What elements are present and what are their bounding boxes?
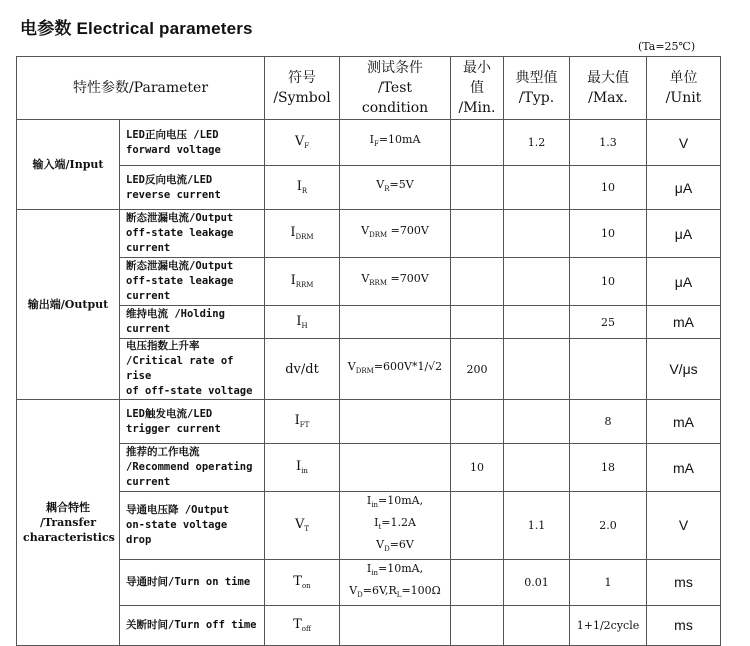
symbol-main: V	[294, 134, 305, 150]
symbol-main: T	[293, 573, 302, 589]
group-label-line: /Transfer	[39, 515, 97, 529]
parameter-line: 导通时间/Turn on time	[126, 575, 251, 588]
parameter-cell	[120, 492, 265, 560]
table-row	[17, 559, 721, 605]
condition-subscript: RRM	[369, 279, 387, 288]
max-value: 1+1/2cycle	[570, 605, 647, 645]
typ-value: 1.1	[504, 492, 570, 560]
test-condition-cell	[340, 444, 451, 492]
condition-value: =6V,R	[362, 584, 397, 598]
typ-value	[504, 605, 570, 645]
min-value: 10	[451, 444, 504, 492]
condition-symbol: V	[347, 359, 356, 373]
condition-subscript: DRM	[355, 367, 374, 376]
min-value	[451, 492, 504, 560]
typ-value: 0.01	[504, 559, 570, 605]
test-condition-cell	[340, 400, 451, 444]
symbol-subscript: on	[301, 582, 311, 591]
condition-value: =10mA	[378, 133, 421, 147]
parameter-cell	[120, 444, 265, 492]
symbol-cell	[265, 258, 340, 306]
table-row	[17, 492, 721, 560]
temperature-condition: (Ta=25℃)	[638, 40, 696, 53]
unit-cell: mA	[647, 400, 721, 444]
parameter-line: 导通电压降 /Output	[126, 503, 230, 516]
symbol-main: I	[290, 225, 296, 241]
condition-symbol: V	[376, 178, 385, 192]
symbol-main: dv/dt	[285, 361, 319, 377]
condition-symbol: V	[349, 584, 358, 598]
unit-cell: ms	[647, 559, 721, 605]
max-value: 10	[570, 210, 647, 258]
symbol-subscript: T	[304, 525, 310, 534]
condition-subscript: DRM	[369, 231, 388, 240]
parameter-line: trigger current	[126, 422, 221, 435]
unit-cell: V	[647, 492, 721, 560]
condition-symbol: V	[361, 272, 370, 286]
parameter-cell	[120, 258, 265, 306]
table-header-row	[17, 57, 721, 120]
electrical-parameters-table	[16, 56, 721, 646]
condition-value: =6V	[389, 538, 414, 552]
unit-cell: μA	[647, 210, 721, 258]
symbol-subscript: DRM	[295, 233, 314, 242]
min-value	[451, 258, 504, 306]
page-title: 电参数 Electrical parameters	[20, 19, 253, 38]
condition-subscript: R	[384, 185, 390, 194]
min-value	[451, 605, 504, 645]
condition-subscript: D	[357, 591, 363, 600]
symbol-main: T	[293, 616, 302, 632]
header-symbol: 符号 /Symbol	[265, 57, 340, 120]
condition-value: =10mA,	[378, 561, 424, 575]
parameter-cell	[120, 339, 265, 400]
test-condition-cell	[340, 492, 451, 560]
symbol-main: I	[290, 273, 296, 289]
max-value: 8	[570, 400, 647, 444]
unit-cell: μA	[647, 166, 721, 210]
condition-value: =5V	[389, 178, 414, 192]
header-max: 最大值 /Max.	[570, 57, 647, 120]
symbol-cell	[265, 492, 340, 560]
symbol-main: V	[294, 517, 305, 533]
max-value: 1	[570, 559, 647, 605]
parameter-line: current	[126, 323, 171, 335]
parameter-cell	[120, 605, 265, 645]
parameter-line: LED触发电流/LED	[126, 407, 213, 420]
header-test-condition: 测试条件 /Test condition	[340, 57, 451, 120]
test-condition-cell	[340, 210, 451, 258]
test-condition-cell	[340, 258, 451, 306]
condition-symbol: I	[369, 133, 374, 147]
parameter-line: off-state leakage	[126, 275, 234, 287]
header-typ: 典型值 /Typ.	[504, 57, 570, 120]
parameter-line: off-state leakage	[126, 227, 234, 239]
parameter-line: forward voltage	[126, 143, 221, 156]
symbol-cell	[265, 210, 340, 258]
min-value	[451, 210, 504, 258]
min-value	[451, 120, 504, 166]
symbol-cell	[265, 605, 340, 645]
parameter-line: 关断时间/Turn off time	[126, 618, 257, 631]
symbol-subscript: F	[304, 142, 310, 151]
condition-subscript: D	[384, 545, 390, 554]
symbol-main: I	[296, 179, 302, 195]
condition-subscript: L	[396, 591, 402, 600]
test-condition-cell	[340, 605, 451, 645]
parameter-cell	[120, 166, 265, 210]
condition-subscript: in	[371, 569, 378, 578]
condition-subscript: F	[373, 140, 379, 149]
parameter-cell	[120, 559, 265, 605]
parameter-line: LED反向电流/LED	[126, 173, 213, 186]
typ-value	[504, 400, 570, 444]
typ-value	[504, 210, 570, 258]
symbol-main: I	[296, 313, 302, 329]
test-condition-cell	[340, 306, 451, 339]
group-label-line: 耦合特性	[46, 500, 90, 514]
table-row	[17, 166, 721, 210]
min-value: 200	[451, 339, 504, 400]
symbol-cell	[265, 559, 340, 605]
table-row	[17, 120, 721, 166]
symbol-subscript: H	[301, 322, 308, 331]
symbol-cell	[265, 306, 340, 339]
min-value	[451, 559, 504, 605]
parameter-cell	[120, 120, 265, 166]
parameter-line: 推荐的工作电流	[126, 446, 200, 458]
unit-cell: μA	[647, 258, 721, 306]
symbol-cell	[265, 166, 340, 210]
max-value: 25	[570, 306, 647, 339]
unit-cell: V	[647, 120, 721, 166]
max-value: 10	[570, 166, 647, 210]
group-label-line: 输出端/Output	[27, 298, 109, 311]
min-value	[451, 400, 504, 444]
table-row	[17, 210, 721, 258]
table-row	[17, 258, 721, 306]
parameter-line: of off-state voltage	[126, 385, 253, 397]
parameter-line: /Recommend operating	[126, 461, 253, 473]
header-unit: 单位 /Unit	[647, 57, 721, 120]
symbol-subscript: off	[301, 625, 311, 634]
parameter-line: 电压指数上升率	[126, 340, 200, 352]
parameter-line: current	[126, 290, 171, 302]
condition-subscript: t	[378, 523, 382, 532]
parameter-cell	[120, 400, 265, 444]
table-row	[17, 400, 721, 444]
typ-value	[504, 306, 570, 339]
typ-value: 1.2	[504, 120, 570, 166]
symbol-subscript: in	[301, 467, 308, 476]
symbol-subscript: FT	[299, 421, 310, 430]
min-value	[451, 306, 504, 339]
max-value: 10	[570, 258, 647, 306]
test-condition-cell	[340, 559, 451, 605]
condition-value: =700V	[387, 272, 429, 286]
parameter-line: on-state voltage drop	[126, 518, 228, 546]
parameter-cell	[120, 306, 265, 339]
table-row	[17, 605, 721, 645]
parameter-cell	[120, 210, 265, 258]
parameter-line: 维持电流 /Holding	[126, 308, 225, 320]
condition-value: =700V	[387, 224, 429, 238]
parameter-line: 断态泄漏电流/Output	[126, 260, 234, 272]
parameter-line: /Critical rate of rise	[126, 355, 234, 382]
unit-cell: V/μs	[647, 339, 721, 400]
typ-value	[504, 339, 570, 400]
table-row	[17, 306, 721, 339]
condition-symbol: V	[376, 538, 385, 552]
table-row	[17, 339, 721, 400]
unit-cell: mA	[647, 444, 721, 492]
table-row	[17, 444, 721, 492]
parameter-line: current	[126, 242, 171, 254]
test-condition-cell	[340, 120, 451, 166]
parameter-line: LED正向电压 /LED	[126, 128, 219, 141]
condition-value: =1.2A	[381, 516, 416, 530]
symbol-subscript: R	[301, 187, 308, 196]
symbol-cell	[265, 400, 340, 444]
header-min: 最小 值 /Min.	[451, 57, 504, 120]
min-value	[451, 166, 504, 210]
group-label-line: characteristics	[23, 530, 115, 544]
test-condition-cell	[340, 339, 451, 400]
typ-value	[504, 166, 570, 210]
parameter-line: current	[126, 476, 171, 488]
group-label-line: 输入端/Input	[32, 158, 104, 171]
max-value: 2.0	[570, 492, 647, 560]
typ-value	[504, 444, 570, 492]
typ-value	[504, 258, 570, 306]
test-condition-cell	[340, 166, 451, 210]
parameter-line: 断态泄漏电流/Output	[126, 212, 234, 224]
parameter-line: reverse current	[126, 188, 221, 201]
group-label-input	[17, 120, 120, 210]
symbol-cell	[265, 339, 340, 400]
symbol-cell	[265, 120, 340, 166]
condition-symbol: I	[366, 561, 372, 575]
condition-value: =10mA, I	[374, 494, 424, 530]
symbol-main: I	[294, 413, 300, 429]
header-parameter: 特性参数/Parameter	[17, 57, 265, 120]
max-value: 1.3	[570, 120, 647, 166]
condition-value: =100Ω	[401, 584, 441, 598]
max-value: 18	[570, 444, 647, 492]
symbol-main: I	[296, 459, 302, 475]
unit-cell: ms	[647, 605, 721, 645]
unit-cell: mA	[647, 306, 721, 339]
group-label-transfer	[17, 400, 120, 646]
symbol-cell	[265, 444, 340, 492]
condition-symbol: I	[366, 494, 372, 507]
condition-symbol: V	[361, 224, 370, 238]
max-value	[570, 339, 647, 400]
group-label-output	[17, 210, 120, 400]
condition-value: =600V*1/√2	[373, 359, 443, 373]
symbol-subscript: RRM	[295, 281, 314, 290]
condition-subscript: in	[371, 501, 378, 510]
